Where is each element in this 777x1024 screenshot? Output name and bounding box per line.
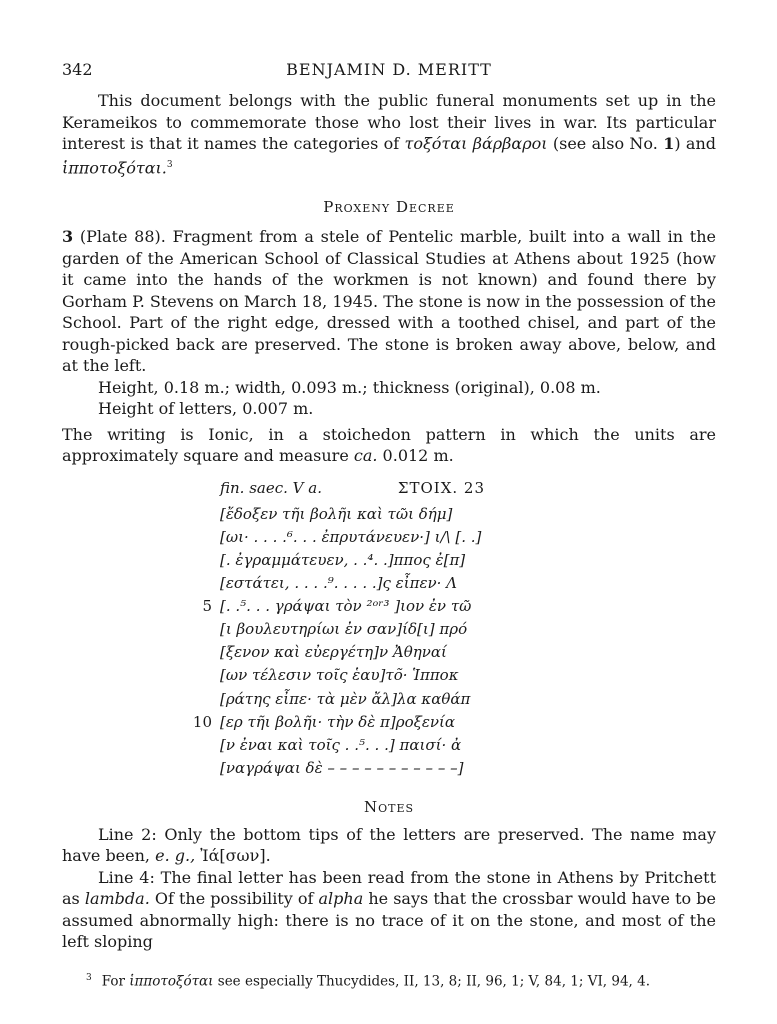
inscription-line — [220, 526, 716, 549]
line-text: [. .⁵. . . γράψαι τὸν ²ᵒʳ³ ]ιον ἐν τῶ — [220, 597, 472, 616]
line-text: [ξενον καὶ εὐεργέτη]ν Ἀθηναί — [220, 643, 447, 662]
footnote — [62, 969, 716, 991]
footnote-mark: 3 — [86, 972, 92, 983]
inscription — [192, 478, 716, 780]
footnote-text: For — [101, 973, 130, 990]
page-number: 342 — [62, 60, 93, 79]
line-text: [ωι· . . . .⁶. . . ἐπρυτάνευεν·] ι/\ [. .] — [220, 527, 482, 546]
line-text: [ων τέλεσιν τοῖς ἑαυ]τõ· Ἱπποκ — [220, 666, 459, 685]
footnote-ref: 3 — [166, 159, 173, 170]
inscription-line — [220, 549, 716, 572]
entry-text: (Plate 88). Fragment from a stele of Pentelic marble, built into a wall in the garden of the American School of Classical Studies at Athens about 1925 (how it came into the hands of the workmen is not known) and found there by Gorham P. Stevens on March 18, 1945. The stone is now in the possession of the School. Part of the right edge, dressed with a toothed chisel, and part of the rough-picked back are preserved. The stone is broken away above, below, and at the left. — [62, 227, 716, 376]
line-text: [ναγράψαι δὲ – – – – – – – – – – –] — [220, 758, 464, 777]
inscription-line — [220, 688, 716, 711]
note-paragraph — [62, 867, 716, 953]
intro-no: 1 — [663, 134, 675, 153]
inscription-stoich: ΣΤΟΙΧ. 23 — [397, 478, 485, 497]
writing-text-2: 0.012 m. — [377, 446, 454, 466]
entry-paragraph — [62, 226, 716, 377]
note-eg: e. g., — [155, 846, 196, 866]
writing-paragraph — [62, 424, 716, 467]
footnote-greek: ἱπποτοξόται — [129, 973, 214, 990]
inscription-line — [220, 503, 716, 526]
intro-text-2: (see also No. — [547, 134, 664, 153]
note-text: Line 4: The final letter has been read from the stone in Athens by Pritchett as — [62, 867, 716, 909]
line-text: [ἔδοξεν τῆι βολῆι καὶ τῶι δήμ] — [220, 504, 453, 523]
line-text: [ερ τῆι βολῆι· τὴν δὲ π]ροξενία — [220, 712, 456, 731]
entry-number: 3 — [62, 227, 74, 247]
note-text: Ἰά[σων]. — [195, 846, 271, 866]
note-text: he says that the crossbar would have to be assumed abnormally high: there is no trace of it on the stone, and most of the left sloping — [62, 889, 716, 952]
line-text: [ράτης εἶπε· τὰ μὲν ἄλ]λα καθάπ — [220, 689, 471, 708]
line-text: [ν ἐναι καὶ τοῖς . .⁵. . .] παισί· ἀ — [220, 735, 462, 754]
note-text: Line 2: Only the bottom tips of the letters are preserved. The name may have been, — [62, 824, 716, 866]
line-number: 10 — [192, 712, 212, 731]
intro-paragraph — [62, 90, 716, 178]
inscription-line — [220, 572, 716, 595]
inscription-date: fin. saec. V a. — [220, 478, 322, 497]
inscription-line — [202, 595, 716, 618]
dimension-line: Height, 0.18 m.; width, 0.093 m.; thickness (original), 0.08 m. — [98, 377, 601, 397]
running-head-author: BENJAMIN D. MERITT — [286, 60, 492, 79]
inscription-header — [220, 479, 485, 503]
note-lambda: lambda. — [84, 889, 150, 909]
line-text: [. ἐγραμμάτευεν, . .⁴. .]ππος ἐ[π] — [220, 551, 466, 570]
intro-greek-2: ἱπποτοξόται. — [62, 157, 167, 177]
writing-text-1: The writing is Ionic, in a stoichedon pattern in which the units are approximately square and measure — [62, 424, 716, 466]
intro-text-1: This document belongs with the public funeral monuments set up in the Kerameikos to commemorate those who lost their lives in war. Its particular interest is that it names the categories of — [62, 91, 716, 153]
footnote-text: see especially Thucydides, II, 13, 8; II, 96, 1; V, 84, 1; VI, 94, 4. — [213, 973, 651, 990]
intro-greek-1: τοξόται βάρβαροι — [404, 134, 548, 153]
note-alpha: alpha — [318, 889, 364, 909]
inscription-line — [220, 734, 716, 757]
notes-heading: Notes — [363, 797, 415, 816]
note-text: Of the possibility of — [149, 889, 319, 909]
dimensions — [98, 377, 716, 420]
inscription-line — [220, 618, 716, 641]
line-number: 5 — [202, 597, 212, 616]
line-text: [εστάτει, . . . .⁹. . . . .]ς εἶπεν· Λ — [220, 574, 457, 593]
writing-ca: ca. — [353, 446, 378, 466]
intro-text-3: ) and — [674, 134, 717, 153]
inscription-line — [220, 664, 716, 687]
line-text: [ι βουλευτηρίωι ἐν σαν]ίδ[ι] πρό — [220, 620, 468, 639]
inscription-line — [220, 757, 716, 780]
page — [62, 60, 716, 990]
note-paragraph — [62, 824, 716, 867]
running-head — [62, 60, 716, 86]
inscription-line — [192, 711, 716, 734]
section-heading: Proxeny Decree — [323, 198, 455, 217]
dimension-line: Height of letters, 0.007 m. — [98, 399, 314, 419]
notes — [62, 824, 716, 953]
inscription-line — [220, 641, 716, 664]
